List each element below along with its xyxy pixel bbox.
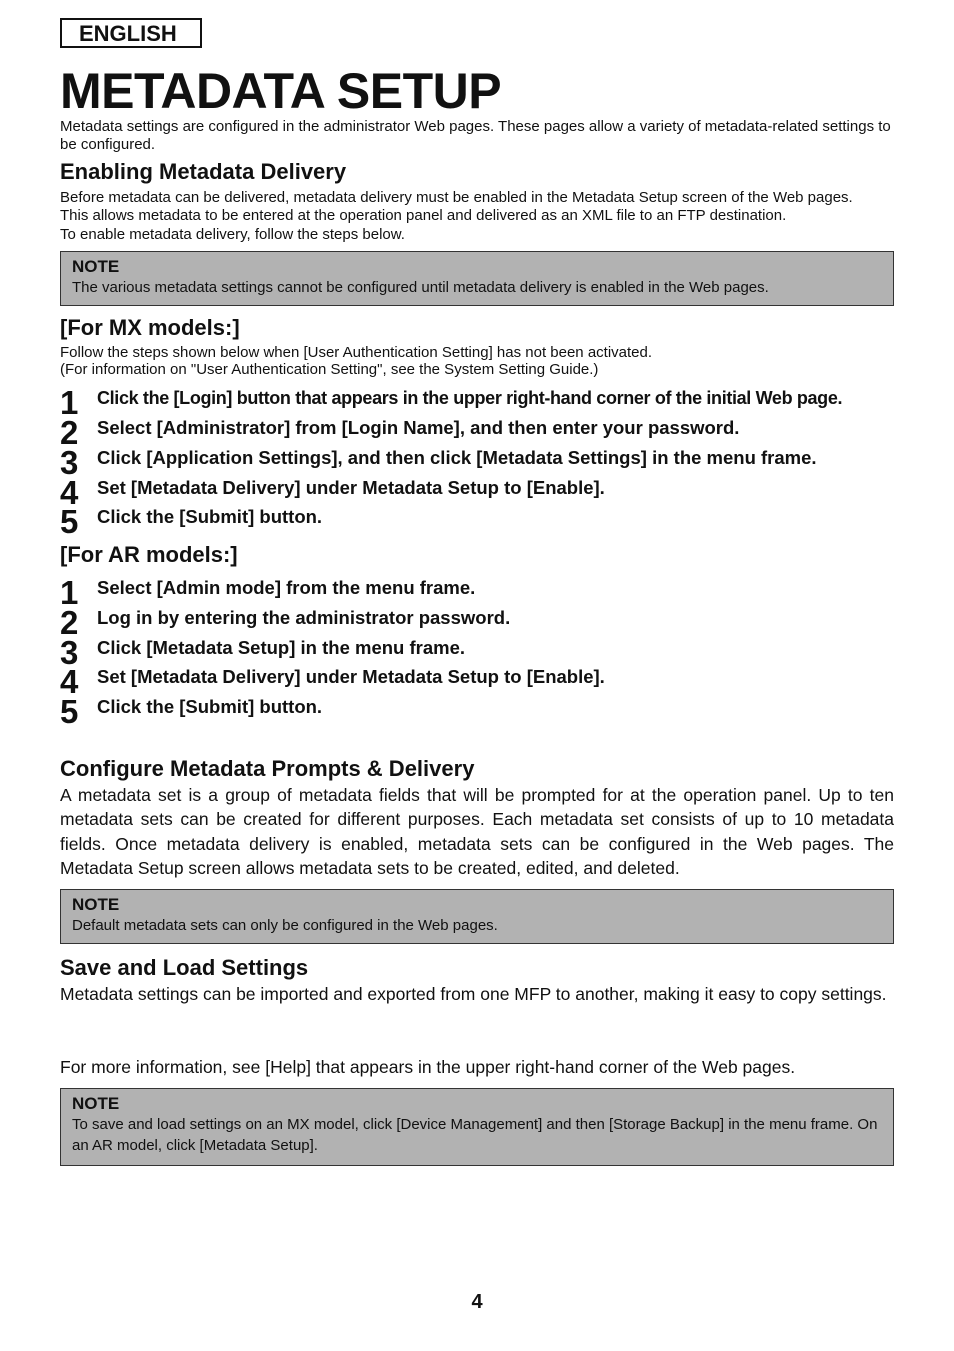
step-text: Click the [Submit] button. xyxy=(97,696,323,717)
note-label: NOTE xyxy=(72,257,120,276)
step-number: 3 xyxy=(60,634,79,671)
ar-step-5 xyxy=(60,693,920,730)
step-text: Click the [Submit] button. xyxy=(97,506,323,527)
note-box-enabling xyxy=(60,251,894,306)
ar-step-1 xyxy=(60,574,920,611)
mx-line-1: Follow the steps shown below when [User Authentication Setting] has not been activated. xyxy=(60,344,653,361)
mx-step-3 xyxy=(60,444,920,481)
intro-text: Metadata settings are configured in the administrator Web pages. These pages allow a variety of metadata-related settings to be configured. xyxy=(60,118,891,153)
step-text: Log in by entering the administrator password. xyxy=(97,607,511,628)
configure-body: A metadata set is a group of metadata fields that will be prompted for at the operation panel. Up to ten metadata sets can be created for different purposes. Each metadata set consists of up to 10 metadata fields. Once metadata delivery is enabled, metadata sets can be configured in the Web pages. The Metadata Setup screen allows metadata sets to be created, edited, and deleted. xyxy=(60,785,894,878)
enabling-line-2: This allows metadata to be entered at the operation panel and delivered as an XML file to an FTP destination. xyxy=(60,207,787,224)
note-box-configure xyxy=(60,889,894,944)
heading-configure: Configure Metadata Prompts & Delivery xyxy=(60,756,475,781)
ar-step-3 xyxy=(60,634,920,671)
save-load-body: Metadata settings can be imported and exported from one MFP to another, making it easy to copy settings. xyxy=(60,984,887,1004)
step-number: 2 xyxy=(60,414,79,451)
step-number: 5 xyxy=(60,503,79,540)
step-number: 1 xyxy=(60,384,79,421)
heading-mx-models: [For MX models:] xyxy=(60,315,240,340)
ar-step-4 xyxy=(60,663,920,700)
mx-step-4 xyxy=(60,474,920,511)
step-text: Click [Application Settings], and then click [Metadata Settings] in the menu frame. xyxy=(97,447,817,468)
note-label: NOTE xyxy=(72,895,120,914)
mx-step-5 xyxy=(60,503,920,540)
step-text: Set [Metadata Delivery] under Metadata Setup to [Enable]. xyxy=(97,477,605,498)
page-number: 4 xyxy=(471,1291,483,1313)
step-text: Set [Metadata Delivery] under Metadata Setup to [Enable]. xyxy=(97,666,605,687)
step-number: 5 xyxy=(60,693,79,730)
step-number: 2 xyxy=(60,604,79,641)
note-box-save-load xyxy=(60,1088,894,1166)
step-number: 4 xyxy=(60,663,79,700)
heading-save-load: Save and Load Settings xyxy=(60,955,309,980)
step-number: 1 xyxy=(60,574,79,611)
language-tag: ENGLISH xyxy=(60,18,202,48)
note-text: Default metadata sets can only be configured in the Web pages. xyxy=(72,917,498,934)
heading-enabling: Enabling Metadata Delivery xyxy=(60,159,347,184)
step-number: 4 xyxy=(60,474,79,511)
heading-ar-models: [For AR models:] xyxy=(60,542,238,567)
ar-step-2 xyxy=(60,604,920,641)
mx-line-2: (For information on "User Authentication Setting", see the System Setting Guide.) xyxy=(60,361,599,378)
mx-step-1 xyxy=(60,384,920,421)
step-text: Click [Metadata Setup] in the menu frame. xyxy=(97,637,466,658)
step-text: Select [Administrator] from [Login Name], and then enter your password. xyxy=(97,417,740,438)
more-info-text: For more information, see [Help] that appears in the upper right-hand corner of the Web pages. xyxy=(60,1057,796,1077)
note-label: NOTE xyxy=(72,1094,120,1113)
step-text: Select [Admin mode] from the menu frame. xyxy=(97,577,476,598)
page-title: METADATA SETUP xyxy=(60,63,502,119)
note-text: To save and load settings on an MX model, click [Device Management] and then [Storage Backup] in the menu frame. On an AR model, click [Metadata Setup]. xyxy=(72,1116,878,1154)
step-number: 3 xyxy=(60,444,79,481)
enabling-line-1: Before metadata can be delivered, metadata delivery must be enabled in the Metadata Setup screen of the Web pages. xyxy=(60,189,853,206)
mx-step-2 xyxy=(60,414,920,451)
step-text: Click the [Login] button that appears in the upper right-hand corner of the initial Web page. xyxy=(97,388,843,408)
enabling-line-3: To enable metadata delivery, follow the steps below. xyxy=(60,226,405,243)
note-text: The various metadata settings cannot be configured until metadata delivery is enabled in the Web pages. xyxy=(72,279,769,296)
